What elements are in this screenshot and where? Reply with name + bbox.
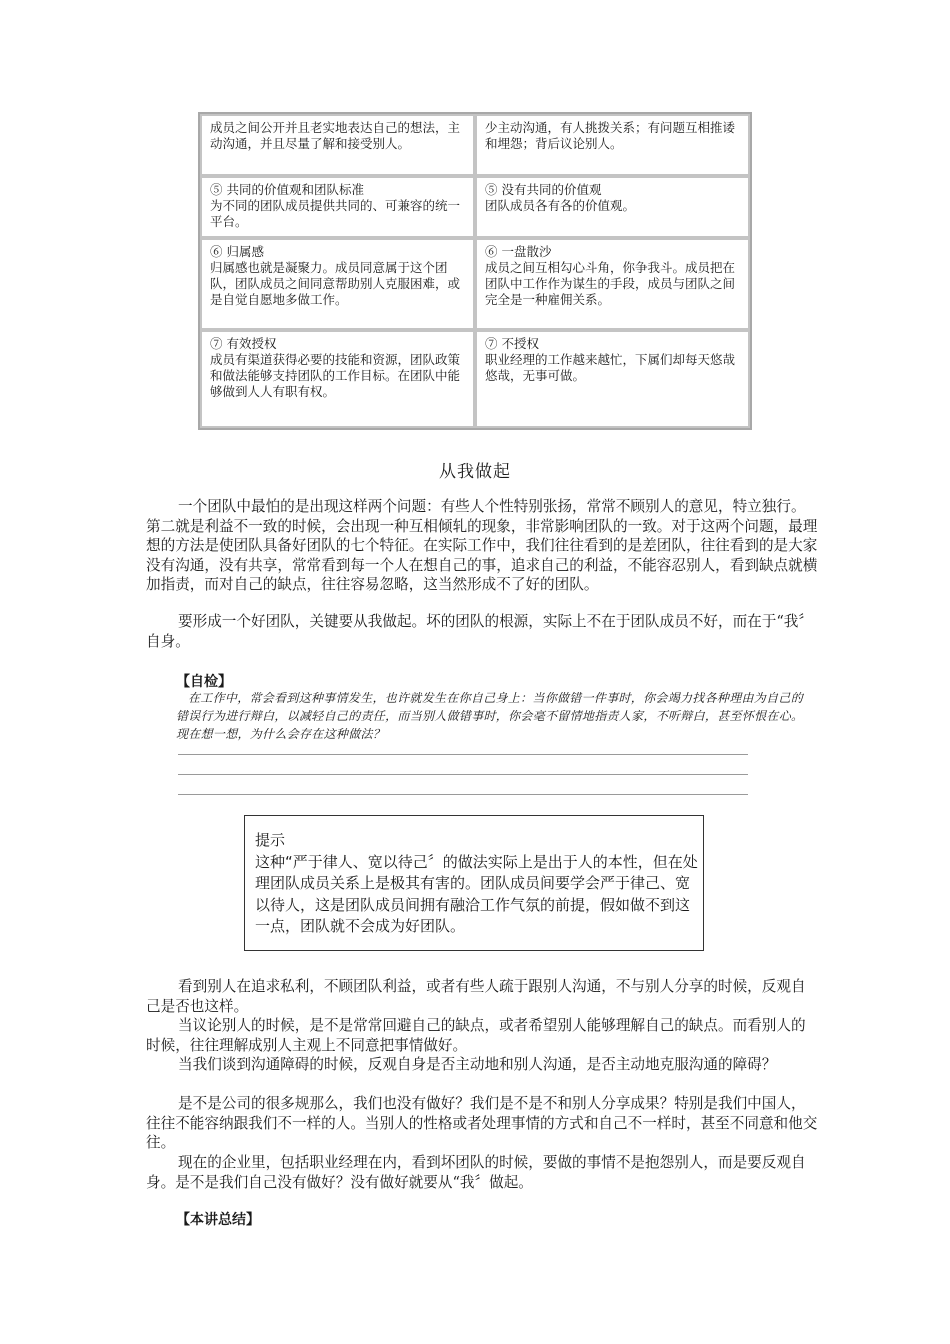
cell-body: 成员之间互相勾心斗角，你争我斗。成员把在团队中工作作为谋生的手段，成员与团队之间完全是一种雇佣关系。 (485, 260, 736, 307)
table-cell-good (200, 238, 475, 330)
cell-heading: ⑥ 一盘散沙 (485, 244, 552, 259)
table-cell-good (200, 330, 475, 428)
cell-body: 少主动沟通，有人挑拨关系；有问题互相推诿和埋怨；背后议论别人。 (485, 120, 736, 151)
cell-body: 归属感也就是凝聚力。成员同意属于这个团队，团队成员之间同意帮助别人克服困难，或是自觉自愿地多做工作。 (210, 260, 461, 307)
cell-body: 职业经理的工作越来越忙，下属们却每天悠哉悠哉，无事可做。 (485, 352, 736, 383)
cell-heading: ⑤ 共同的价值观和团队标准 (210, 182, 364, 197)
table-cell-bad (475, 176, 750, 238)
cell-heading: ⑥ 归属感 (210, 244, 264, 259)
body-paragraph: 当我们谈到沟通障碍的时候，反观自身是否主动地和别人沟通，是否主动地克服沟通的障碍？ (178, 1056, 777, 1073)
answer-line (178, 754, 748, 755)
cell-body: 成员有渠道获得必要的技能和资源，团队政策和做法能够支持团队的工作目标。在团队中能够做到人人有职有权。 (210, 352, 461, 399)
table-row (200, 114, 750, 176)
table-row (200, 330, 750, 428)
hint-body: 这种“严于律人、宽以待己〞的做法实际上是出于人的本性，但在处理团队成员关系上是极其有害的。团队成员间要学会严于律己、宽以待人，这是团队成员间拥有融洽工作气氛的前提，假如做不到这一点，团队就不会成为好团队。 (255, 852, 698, 935)
selfcheck-label: 【自检】 (176, 674, 232, 690)
summary-label: 【本讲总结】 (176, 1212, 260, 1228)
table-cell-good (200, 114, 475, 176)
selfcheck-text: 在工作中，常会看到这种事情发生，也许就发生在你自己身上：当你做错一件事时，你会竭力找各种理由为自己的错误行为进行辩白，以减轻自己的责任，而当别人做错事时，你会毫不留情地指责人家，不听辩白，甚至怀恨在心。现在想一想，为什么会存在这种做法？ (176, 691, 804, 741)
comparison-table (198, 112, 752, 430)
cell-heading: ⑤ 没有共同的价值观 (485, 182, 602, 197)
cell-body: 成员之间公开并且老实地表达自己的想法，主动沟通，并且尽量了解和接受别人。 (210, 120, 461, 151)
hint-box (244, 815, 704, 951)
table-cell-good (200, 176, 475, 238)
hint-title: 提示 (255, 831, 286, 849)
cell-body: 团队成员各有各的价值观。 (485, 198, 636, 213)
body-paragraph: 看到别人在追求私利，不顾团队利益，或者有些人疏于跟别人沟通，不与别人分享的时候，反观自己是否也这样。 (146, 978, 806, 1015)
table-cell-bad (475, 330, 750, 428)
cell-body: 为不同的团队成员提供共同的、可兼容的统一平台。 (210, 198, 461, 229)
body-paragraph: 是不是公司的很多规那么，我们也没有做好？我们是不是不和别人分享成果？特别是我们中国人，往往不能容纳跟我们不一样的人。当别人的性格或者处理事情的方式和自己不一样时，甚至不同意和他交往。 (146, 1095, 818, 1151)
answer-line (178, 774, 748, 775)
body-paragraph: 当议论别人的时候，是不是常常回避自己的缺点，或者希望别人能够理解自己的缺点。而看别人的时候，往往理解成别人主观上不同意把事情做好。 (146, 1017, 806, 1054)
table-cell-bad (475, 114, 750, 176)
body-paragraph: 要形成一个好团队，关键要从我做起。坏的团队的根源，实际上不在于团队成员不好，而在于“我〞自身。 (146, 613, 813, 650)
body-paragraph: 现在的企业里，包括职业经理在内，看到坏团队的时候，要做的事情不是抱怨别人，而是要反观自身。是不是我们自己没有做好？没有做好就要从“我〞做起。 (146, 1154, 806, 1191)
cell-heading: ⑦ 有效授权 (210, 336, 277, 351)
body-paragraph: 一个团队中最怕的是出现这样两个问题：有些人个性特别张扬，常常不顾别人的意见，特立独行。第二就是利益不一致的时候，会出现一种互相倾轧的现象，非常影响团队的一致。对于这两个问题，最理想的方法是使团队具备好团队的七个特征。在实际工作中，我们往往看到的是差团队，往往看到的是大家没有沟通，没有共享，常常看到每一个人在想自己的事，追求自己的利益，不能容忍别人，看到缺点就横加指责，而对自己的缺点，往往容易忽略，这当然形成不了好的团队。 (146, 498, 818, 593)
table-row (200, 176, 750, 238)
table-cell-bad (475, 238, 750, 330)
section-title: 从我做起 (439, 462, 511, 482)
table-row (200, 238, 750, 330)
cell-heading: ⑦ 不授权 (485, 336, 539, 351)
answer-line (178, 794, 748, 795)
